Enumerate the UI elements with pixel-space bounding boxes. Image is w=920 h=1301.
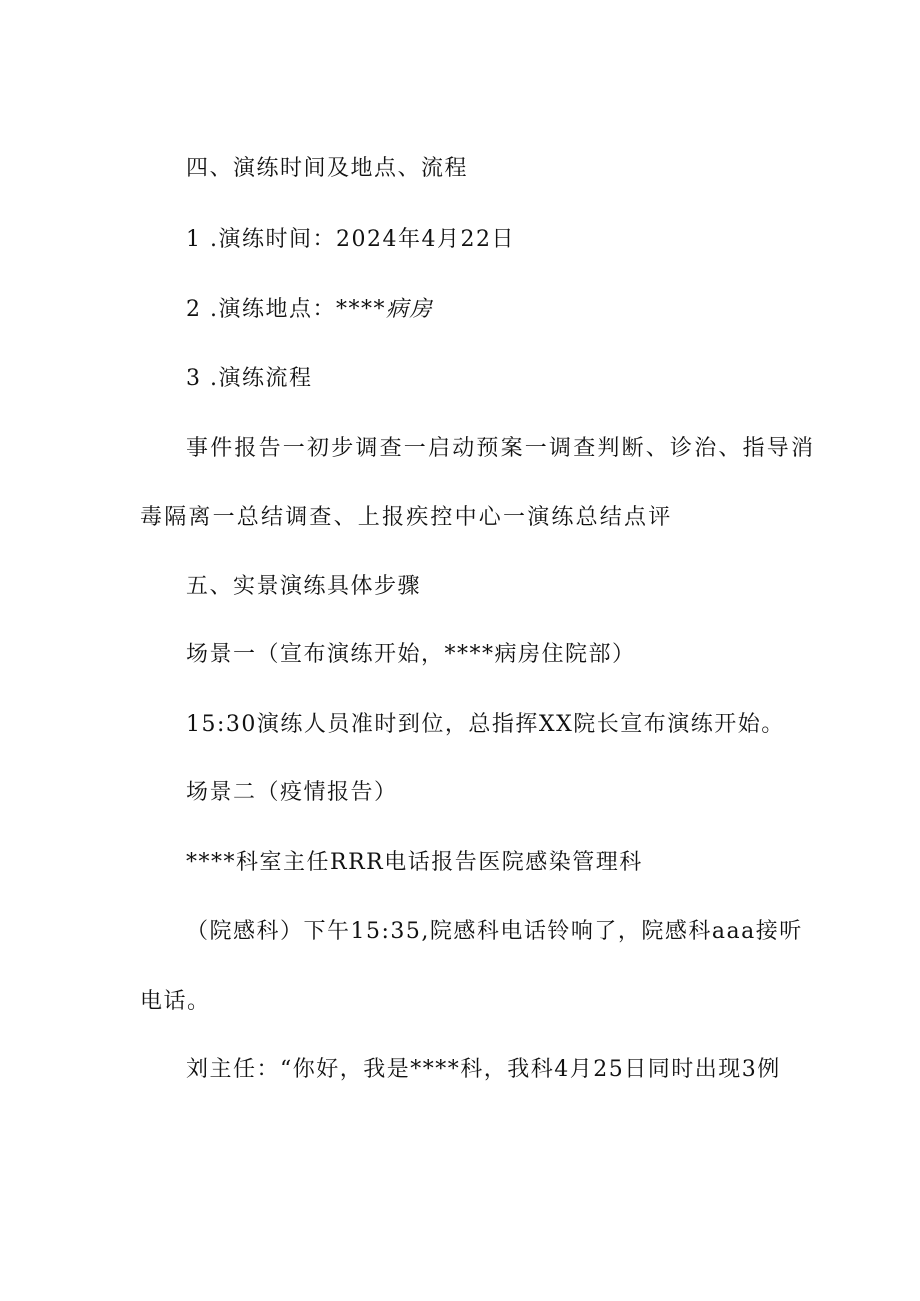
flow-text-line-1: 事件报告一初步调查一启动预案一调查判断、诊治、指导消 bbox=[186, 436, 816, 461]
drill-location-label: 2 .演练地点： bbox=[186, 297, 336, 322]
dialogue-line-1: 刘主任：“你好，我是****科，我科4月25日同时出现3例 bbox=[186, 1057, 781, 1082]
drill-location-item bbox=[186, 295, 433, 325]
scene-1-title: 场景一（宣布演练开始，****病房住院部） bbox=[186, 642, 636, 667]
scene-2-title: 场景二（疫情报告） bbox=[186, 780, 398, 805]
drill-time-item: 1 .演练时间：2024年4月22日 bbox=[186, 227, 515, 252]
drill-location-value: ****病房 bbox=[335, 297, 433, 322]
drill-process-item: 3 .演练流程 bbox=[186, 366, 313, 391]
scene-2-text-line-3: 电话。 bbox=[140, 989, 211, 1014]
section-5-heading: 五、实景演练具体步骤 bbox=[186, 574, 422, 599]
scene-1-text: 15:30演练人员准时到位，总指挥XX院长宣布演练开始。 bbox=[186, 712, 785, 737]
scene-2-text-line-2: （院感科）下午15:35,院感科电话铃响了，院感科aaa接听 bbox=[186, 919, 803, 944]
section-4-heading: 四、演练时间及地点、流程 bbox=[186, 156, 469, 181]
flow-text-line-2: 毒隔离一总结调查、上报疾控中心一演练总结点评 bbox=[140, 505, 673, 530]
scene-2-text-line-1: ****科室主任RRR电话报告医院感染管理科 bbox=[186, 850, 643, 875]
